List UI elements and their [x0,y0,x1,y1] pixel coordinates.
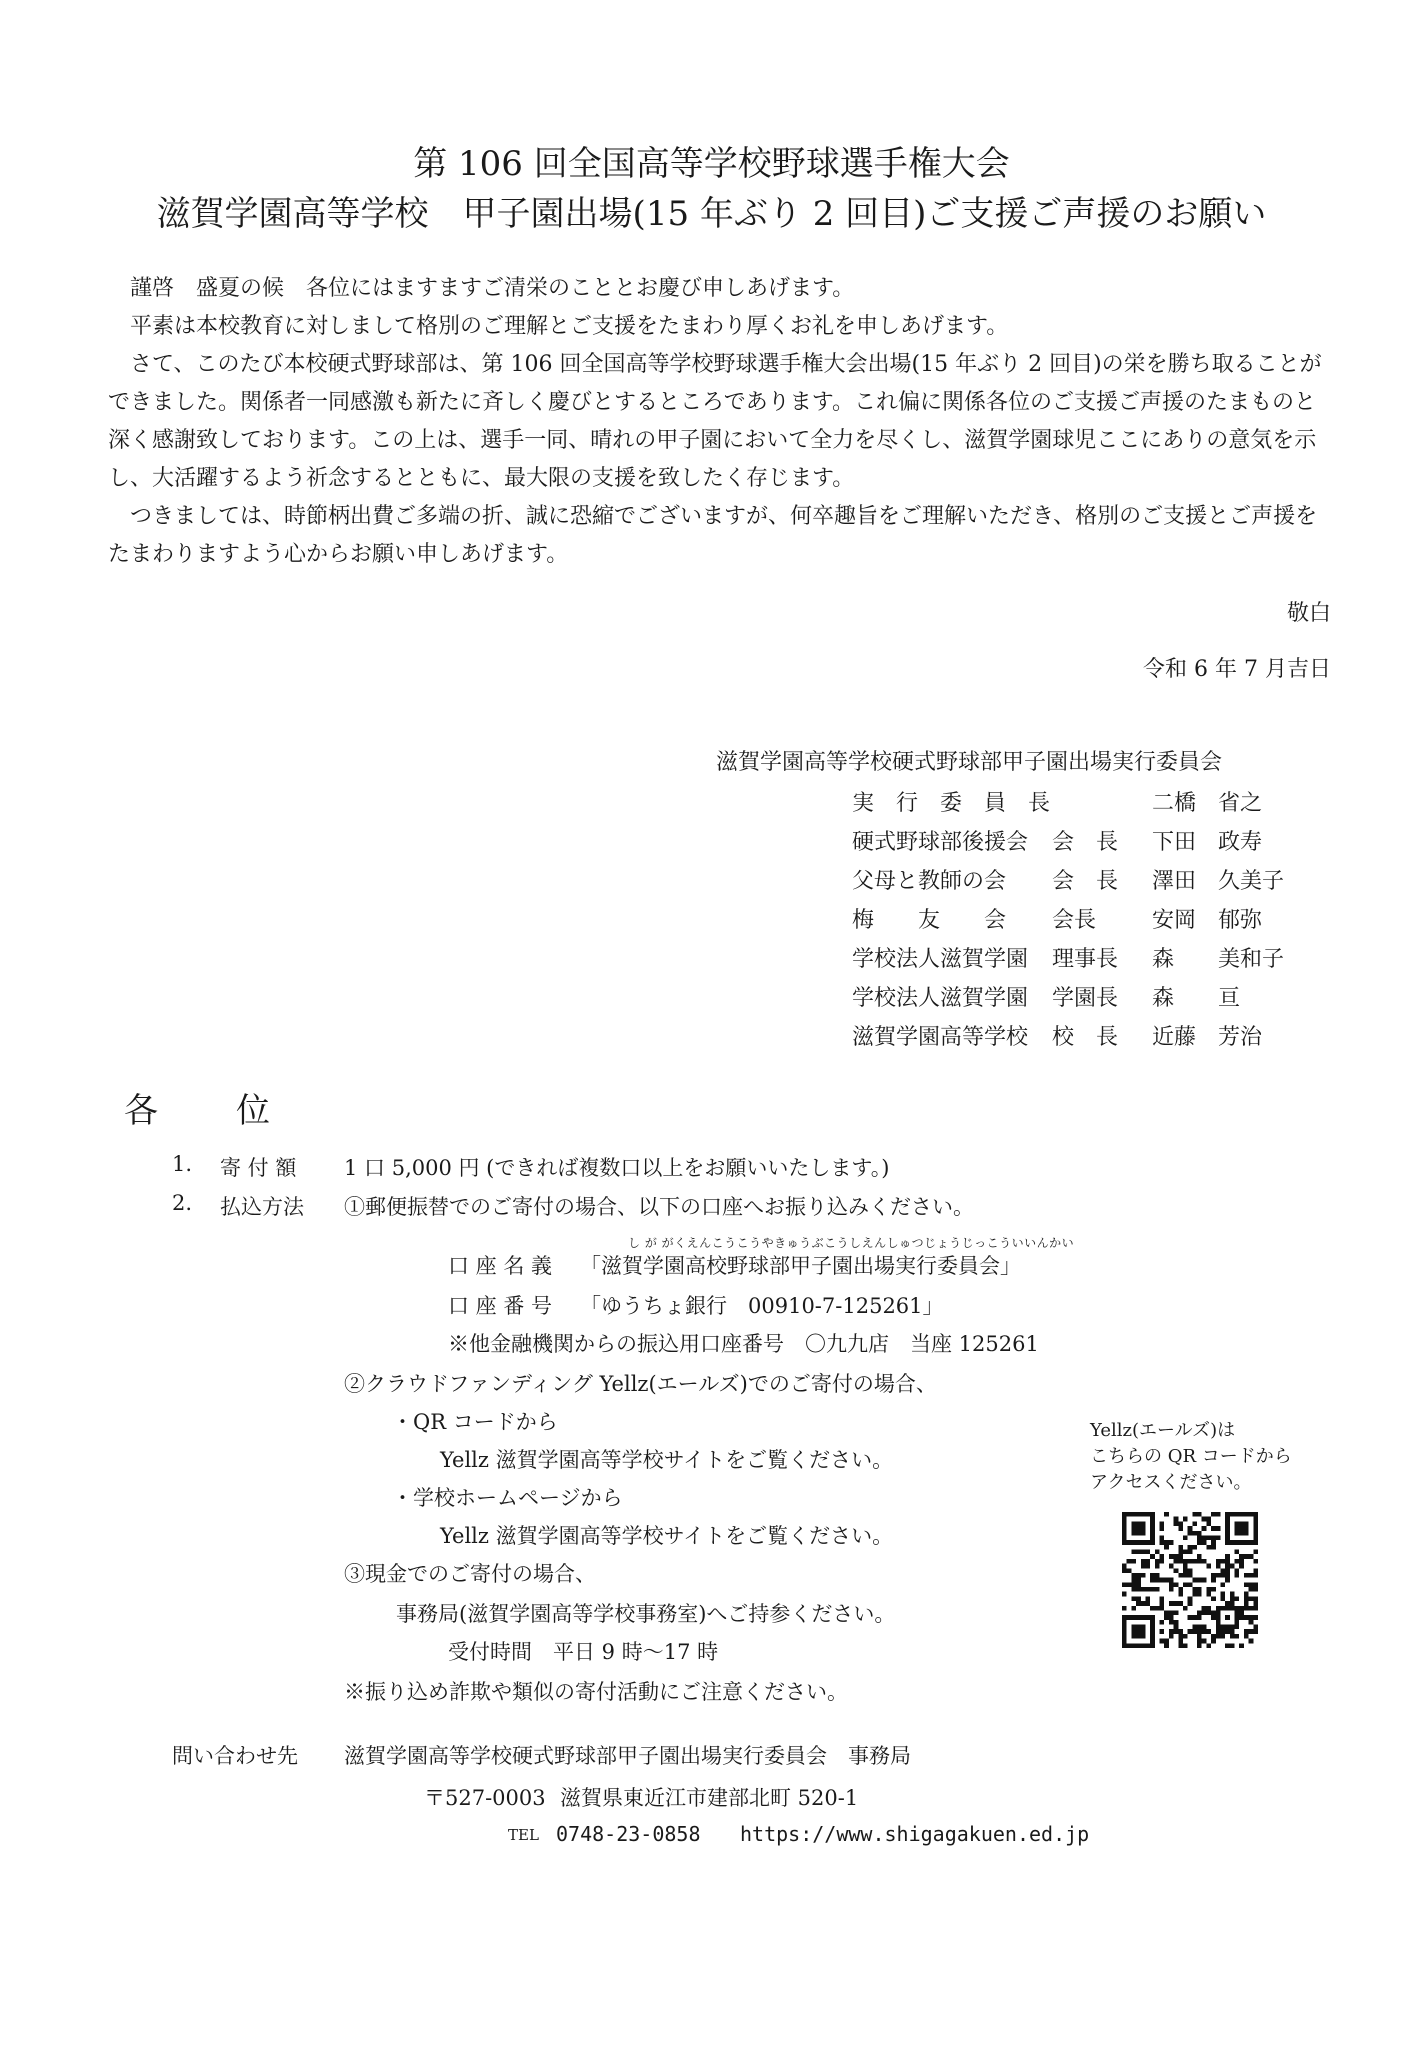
fraud-warning: ※振り込め詐欺や類似の寄付活動にご注意ください。 [344,1680,848,1704]
office-hours: 受付時間 平日 9 時〜17 時 [448,1640,719,1664]
signatory-name: 澤田 久美子 [1152,869,1285,894]
account-name: 「滋賀学園高校野球部甲子園出場実行委員会」 [580,1254,1021,1278]
paragraph-request: つきましては、時節柄出費ご多端の折、誠に恐縮でございますが、何卒趣旨をご理解いただき、格別のご支援とご声援をたまわりますよう心からお願い申しあげます。 [108,504,1318,567]
contact-label: 問い合わせ先 [172,1744,298,1768]
homepage-bullet: ・学校ホームページから [392,1486,623,1510]
paragraph-thanks: 平素は本校教育に対しまして格別のご理解とご支援をたまわり厚くお礼を申しあげます。 [130,314,1009,339]
signatory-role: 父母と教師の会 [852,869,1007,894]
signatory-row [852,860,1302,899]
signatory-title: 会 長 [1052,869,1119,894]
signatory-role: 梅 友 会 [852,908,1007,933]
account-number: 「ゆうちょ銀行 00910-7-125261」 [580,1294,944,1318]
method-crowdfunding: ②クラウドファンディング Yellz(エールズ)でのご寄付の場合、 [344,1372,937,1396]
contact-postal-code: 〒527-0003 [424,1786,546,1810]
homepage-site-text: Yellz 滋賀学園高等学校サイトをご覧ください。 [440,1524,894,1548]
qr-note-line-2: こちらの QR コードから [1090,1446,1292,1467]
item-1-number: 1. [172,1152,193,1176]
signatory-title: 会長 [1052,908,1097,933]
qr-note [1090,1418,1292,1496]
letter-date: 令和 6 年 7 月吉日 [1143,657,1331,682]
account-name-label: 口 座 名 義 [448,1254,553,1278]
qr-note-line-3: アクセスください。 [1090,1472,1252,1493]
addressee: 各 位 [124,1091,292,1131]
signatory-row [852,899,1302,938]
signatory-role: 学校法人滋賀学園 [852,986,1029,1011]
signatory-title: 学園長 [1052,986,1119,1011]
tel-label: TEL [508,1826,539,1844]
committee-name: 滋賀学園高等学校硬式野球部甲子園出場実行委員会 [716,750,1223,775]
title-line-2: 滋賀学園高等学校 甲子園出場(15 年ぶり 2 回目)ご支援ご声援のお願い [156,194,1267,234]
signatory-name: 森 亘 [1152,986,1241,1011]
signatory-name: 近藤 芳治 [1152,1025,1263,1050]
closing-word: 敬白 [1286,601,1331,626]
signatory-title: 理事長 [1052,947,1119,972]
qr-note-line-1: Yellz(エールズ)は [1090,1420,1236,1441]
office-location: 事務局(滋賀学園高等学校事務室)へご持参ください。 [396,1602,896,1626]
signatory-role: 滋賀学園高等学校 [852,1025,1029,1050]
signatory-title: 会 長 [1052,830,1119,855]
title-line-1: 第 106 回全国高等学校野球選手権大会 [413,144,1010,184]
method-cash: ③現金でのご寄付の場合、 [344,1562,596,1586]
signatory-row [852,821,1302,860]
signatory-row [852,938,1302,977]
signatory-title [1052,782,1152,821]
letter-body [108,270,1333,574]
signatory-name: 森 美和子 [1152,947,1285,972]
account-name-furigana: し が がくえんこうこうやきゅうぶこうしえんしゅつじょうじっこういいんかい [628,1236,1075,1250]
signatory-title: 校 長 [1052,1025,1119,1050]
signatory-role: 実 行 委 員 長 [852,791,1051,816]
qr-bullet: ・QR コードから [392,1410,558,1434]
qr-code-icon[interactable] [1122,1512,1258,1648]
paragraph-greeting: 謹啓 盛夏の候 各位にはますますご清栄のこととお慶び申しあげます。 [130,276,855,301]
signatory-row [852,1016,1302,1055]
item-2-number: 2. [172,1191,193,1215]
signatory-name: 安岡 郁弥 [1152,908,1263,933]
signatory-name: 二橋 省之 [1152,791,1263,816]
contact-organization: 滋賀学園高等学校硬式野球部甲子園出場実行委員会 事務局 [344,1744,911,1768]
signatory-row [852,977,1302,1016]
signatory-name: 下田 政寿 [1152,830,1263,855]
contact-address: 滋賀県東近江市建部北町 520-1 [560,1786,859,1810]
item-1-label: 寄 付 額 [220,1156,297,1180]
contact-url[interactable]: https://www.shigagakuen.ed.jp [740,1822,1090,1846]
signatory-role: 学校法人滋賀学園 [852,947,1029,972]
other-bank-account: ※他金融機関からの振込用口座番号 〇九九店 当座 125261 [448,1332,1039,1356]
paragraph-announcement: さて、このたび本校硬式野球部は、第 106 回全国高等学校野球選手権大会出場(15 年ぶり 2 回目)の栄を勝ち取ることができました。関係者一同感激も新たに斉しく慶びとするところであります。これ偏に関係各位のご支援ご声援のたまものと深く感謝致しております。この上は、選手一同、晴れの甲子園において全力を尽くし、滋賀学園球児ここにありの意気を示し、大活躍するよう祈念するとともに、最大限の支援を致したく存じます。 [108,352,1322,491]
item-2-label: 払込方法 [220,1195,304,1219]
qr-site-text: Yellz 滋賀学園高等学校サイトをご覧ください。 [440,1448,894,1472]
donation-amount: 1 口 5,000 円 (できれば複数口以上をお願いいたします。) [344,1156,890,1180]
signatory-row [852,782,1302,821]
method-postal-transfer: ①郵便振替でのご寄付の場合、以下の口座へお振り込みください。 [344,1195,974,1219]
signatories-table [852,782,1302,1055]
account-number-label: 口 座 番 号 [448,1294,553,1318]
contact-phone: 0748-23-0858 [556,1822,701,1846]
signatory-role: 硬式野球部後援会 [852,830,1029,855]
